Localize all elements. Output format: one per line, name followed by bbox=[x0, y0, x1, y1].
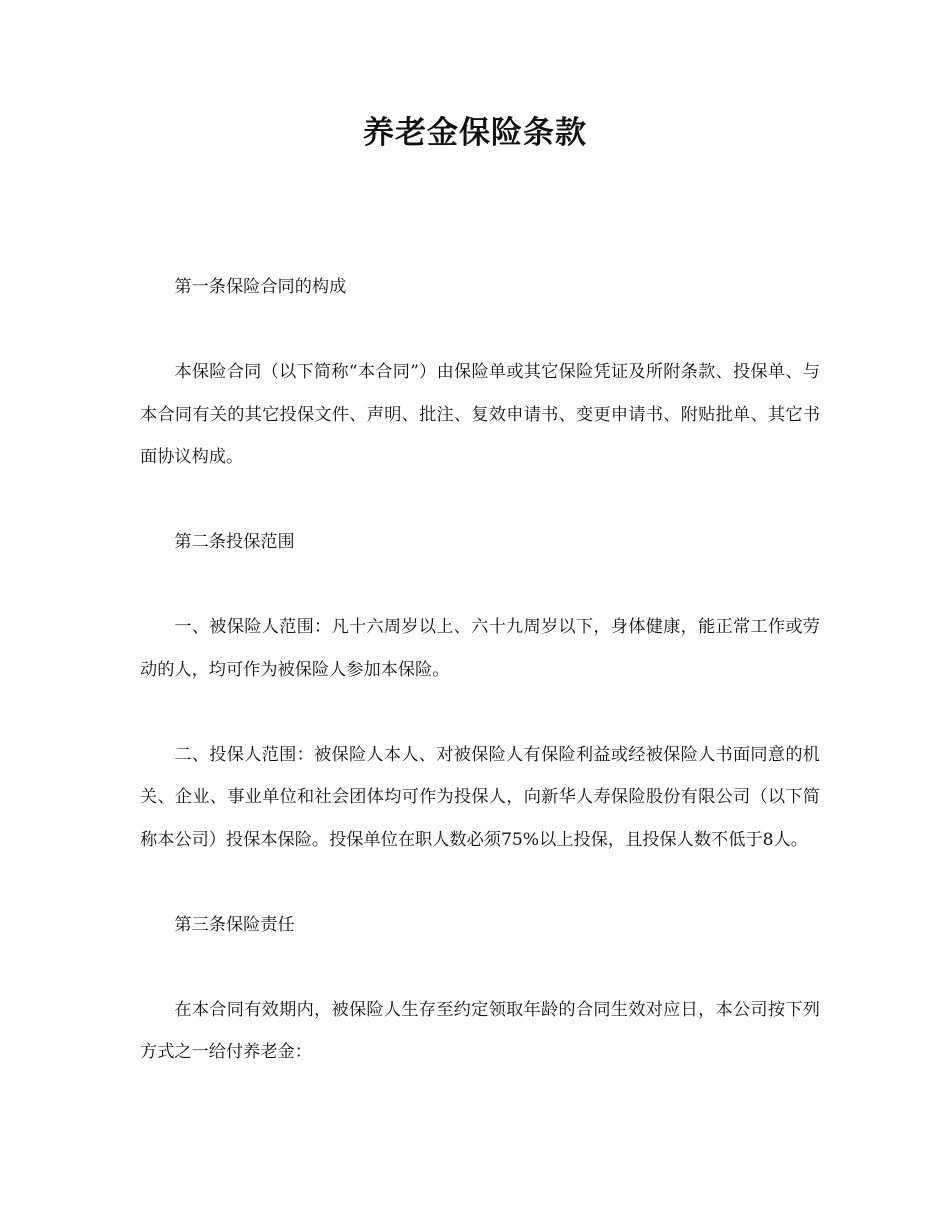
section-heading-2: 第二条投保范围 bbox=[174, 532, 295, 552]
document-title: 养老金保险条款 bbox=[363, 115, 587, 151]
document-body bbox=[140, 266, 820, 1116]
section-heading-3: 第三条保险责任 bbox=[174, 914, 295, 935]
section-heading-1: 第一条保险合同的构成 bbox=[174, 277, 347, 297]
paragraph-insurance-liability: 在本合同有效期内，被保险人生存至约定领取年龄的合同生效对应日，本公司按下列方式之一给付养老金： bbox=[140, 999, 820, 1062]
paragraph-insured-scope: 一、被保险人范围：凡十六周岁以上、六十九周岁以下，身体健康，能正常工作或劳动的人，均可作为被保险人参加本保险。 bbox=[140, 617, 820, 680]
paragraph-policyholder-scope: 二、投保人范围：被保险人本人、对被保险人有保险利益或经被保险人书面同意的机关、企业、事业单位和社会团体均可作为投保人，向新华人寿保险股份有限公司（以下简称本公司）投保本保险。投保单位在职人数必须75%以上投保，且投保人数不低于8人。 bbox=[140, 744, 820, 850]
paragraph-contract-composition: 本保险合同（以下简称“本合同”）由保险单或其它保险凭证及所附条款、投保单、与本合同有关的其它投保文件、声明、批注、复效申请书、变更申请书、附贴批单、其它书面协议构成。 bbox=[140, 362, 820, 467]
